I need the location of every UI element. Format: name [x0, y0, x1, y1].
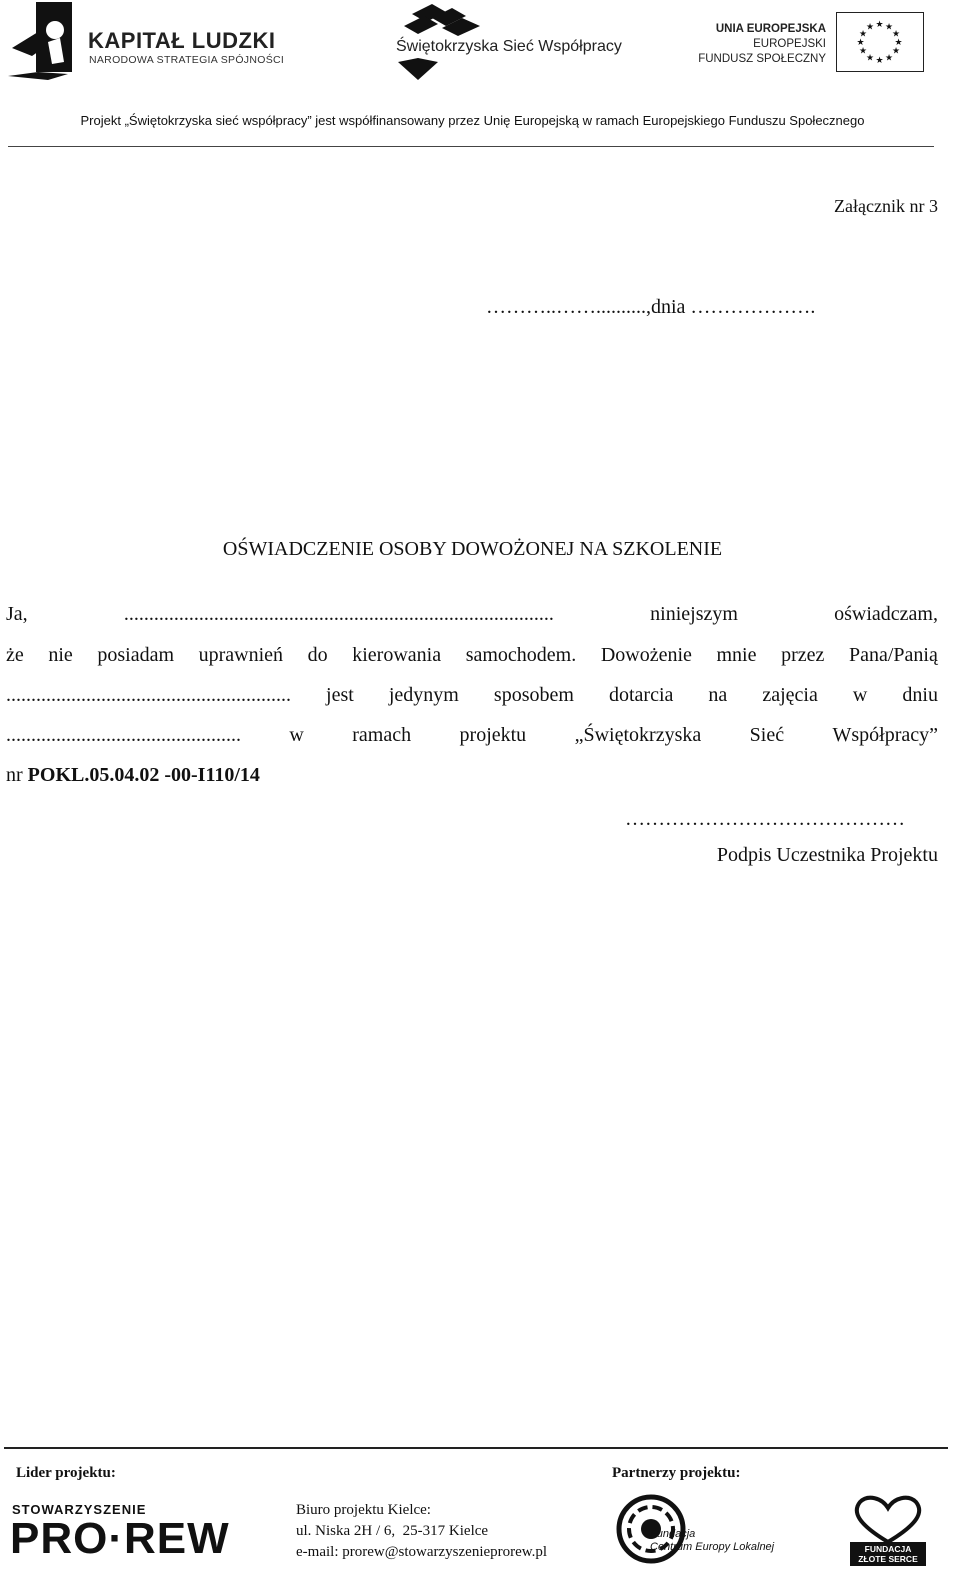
fzs-label: FUNDACJA ZŁOTE SERCE	[850, 1542, 926, 1566]
svg-text:★: ★	[858, 46, 868, 57]
fcel-line2: Centrum Europy Lokalnej	[650, 1541, 775, 1553]
word: dniu	[902, 684, 938, 706]
word: że	[6, 644, 24, 666]
prorew-name: PRO·REW	[10, 1514, 230, 1563]
svg-text:★: ★	[858, 29, 868, 40]
svg-text:★: ★	[875, 56, 884, 66]
svg-text:★: ★	[884, 22, 894, 33]
office-title: Biuro projektu Kielce:	[296, 1502, 431, 1518]
statement-line-4	[6, 724, 938, 747]
word: na	[708, 684, 728, 706]
word: mnie	[716, 644, 757, 666]
office-email: e-mail: prorew@stowarzyszenieprorew.pl	[296, 1544, 548, 1560]
word: ramach	[352, 724, 412, 746]
word: przez	[781, 644, 825, 666]
eu-line3: FUNDUSZ SPOŁECZNY	[698, 53, 826, 65]
document-title: OŚWIADCZENIE OSOBY DOWOŻONEJ NA SZKOLENIE	[222, 538, 723, 560]
project-leader-label: Lider projektu:	[16, 1465, 116, 1481]
word: projektu	[459, 724, 527, 746]
statement-line-5	[6, 764, 260, 787]
office-street: ul. Niska 2H / 6, 25-317 Kielce	[296, 1523, 489, 1539]
word: nie	[48, 644, 73, 666]
project-office-address	[296, 1500, 547, 1563]
word: „Świętokrzyska	[574, 724, 702, 746]
fundacja-zlote-serce-logo	[848, 1494, 928, 1568]
prorew-logo	[10, 1500, 270, 1570]
word: uprawnień	[198, 644, 284, 666]
project-partners-label: Partnerzy projektu:	[612, 1465, 741, 1481]
date-line: ………..……..........,dnia ……………….	[486, 296, 816, 318]
svg-text:★: ★	[894, 38, 903, 48]
kapital-ludzki-title: KAPITAŁ LUDZKI	[88, 28, 276, 53]
ssw-name: Świętokrzyska Sieć Współpracy	[396, 38, 622, 55]
fundacja-centrum-europy-lokalnej-logo	[616, 1494, 776, 1568]
word: zajęcia	[762, 684, 818, 706]
footer-divider	[4, 1447, 948, 1449]
word: Współpracy”	[832, 724, 938, 746]
svg-text:★: ★	[865, 53, 875, 64]
word: oświadczam,	[834, 603, 938, 625]
word: Dowożenie	[600, 644, 692, 666]
word: Ja,	[6, 603, 28, 625]
swietokrzyska-siec-logo	[396, 4, 626, 80]
prorew-association-label: STOWARZYSZENIE	[12, 1502, 147, 1517]
statement-line-1	[6, 603, 938, 626]
header-divider	[8, 146, 934, 147]
project-number-prefix: nr	[6, 764, 28, 786]
signature-label: Podpis Uczestnika Projektu	[716, 844, 938, 866]
day-field-dots: ...............................................	[6, 724, 241, 746]
name-field-dots: ......................................................................................	[123, 603, 554, 625]
driver-field-dots: .........................................................	[6, 684, 291, 706]
eu-line1: UNIA EUROPEJSKA	[715, 23, 826, 35]
kapital-ludzki-logo	[8, 2, 298, 82]
fcel-line1: Fundacja	[650, 1528, 696, 1540]
word: w	[852, 684, 868, 706]
word: Pana/Panią	[848, 644, 938, 666]
kapital-ludzki-emblem-icon	[8, 2, 78, 82]
eu-flag-icon	[836, 12, 924, 72]
word: jest	[326, 684, 354, 706]
word: niniejszym	[650, 603, 738, 625]
svg-text:★: ★	[856, 38, 865, 48]
svg-text:★: ★	[865, 22, 875, 33]
svg-text:★: ★	[891, 29, 901, 40]
eu-stars-icon	[837, 13, 922, 70]
ssw-diamond-icon	[398, 58, 438, 80]
project-cofinancing-line: Projekt „Świętokrzyska sieć współpracy” jest współfinansowany przez Unię Europejską w ramach Europejskiego Funduszu Społecznego	[80, 113, 865, 128]
word: jedynym	[388, 684, 459, 706]
word: posiadam	[97, 644, 175, 666]
eu-logo	[700, 12, 930, 76]
project-number-code: POKL.05.04.02 -00-I110/14	[27, 764, 260, 786]
svg-text:★: ★	[891, 46, 901, 57]
eu-line2: EUROPEJSKI	[753, 38, 826, 50]
word: Sieć	[749, 724, 785, 746]
signature-line: ……………………………………	[625, 808, 905, 830]
svg-text:★: ★	[884, 53, 894, 64]
attachment-label: Załącznik nr 3	[834, 196, 938, 216]
word: sposobem	[493, 684, 574, 706]
word: do	[307, 644, 328, 666]
word: w	[289, 724, 304, 746]
statement-line-2	[6, 644, 938, 667]
word: dotarcia	[608, 684, 674, 706]
statement-line-3	[6, 684, 938, 707]
svg-text:★: ★	[875, 20, 884, 30]
word: kierowania	[352, 644, 442, 666]
word: samochodem.	[465, 644, 577, 666]
kapital-ludzki-subtitle: NARODOWA STRATEGIA SPÓJNOŚCI	[89, 54, 285, 66]
heart-icon	[848, 1494, 928, 1546]
